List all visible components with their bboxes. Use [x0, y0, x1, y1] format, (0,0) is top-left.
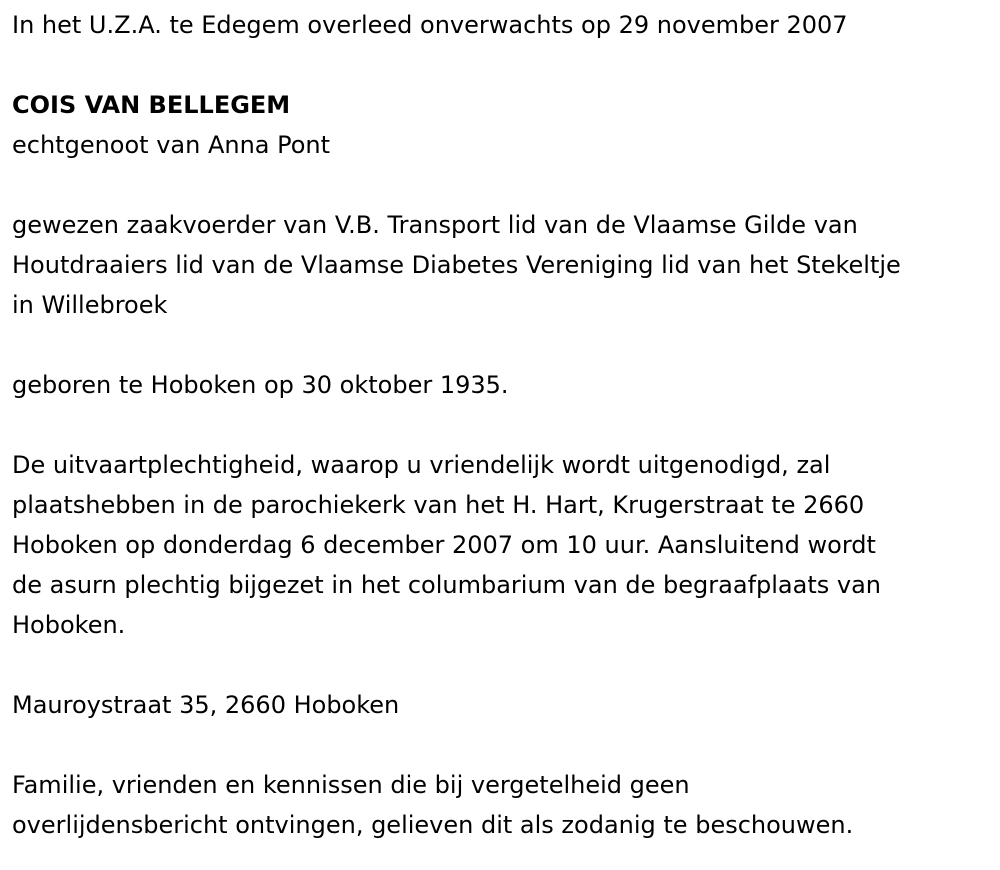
closing-line: overlijdensbericht ontvingen, gelieven dit als zodanig te beschouwen.	[12, 811, 854, 839]
funeral-paragraph	[12, 445, 980, 645]
deceased-name: COIS VAN BELLEGEM	[12, 91, 291, 119]
spouse-text: echtgenoot van Anna Pont	[12, 131, 331, 159]
intro-text: In het U.Z.A. te Edegem overleed onverwachts op 29 november 2007	[12, 11, 848, 39]
occupation-paragraph	[12, 205, 980, 325]
occupation-line: Houtdraaiers lid van de Vlaamse Diabetes Vereniging lid van het Stekeltje	[12, 251, 901, 279]
intro-paragraph	[12, 5, 980, 45]
funeral-line: plaatshebben in de parochiekerk van het H. Hart, Krugerstraat te 2660	[12, 491, 865, 519]
occupation-line: in Willebroek	[12, 291, 168, 319]
occupation-line: gewezen zaakvoerder van V.B. Transport lid van de Vlaamse Gilde van	[12, 211, 858, 239]
address-paragraph	[12, 685, 980, 725]
funeral-line: De uitvaartplechtigheid, waarop u vriendelijk wordt uitgenodigd, zal	[12, 451, 831, 479]
address-text: Mauroystraat 35, 2660 Hoboken	[12, 691, 400, 719]
closing-line: Familie, vrienden en kennissen die bij vergetelheid geen	[12, 771, 690, 799]
birth-text: geboren te Hoboken op 30 oktober 1935.	[12, 371, 509, 399]
closing-paragraph	[12, 765, 980, 845]
birth-paragraph	[12, 365, 980, 405]
funeral-line: de asurn plechtig bijgezet in het columbarium van de begraafplaats van	[12, 571, 882, 599]
funeral-line: Hoboken.	[12, 611, 126, 639]
funeral-line: Hoboken op donderdag 6 december 2007 om 10 uur. Aansluitend wordt	[12, 531, 876, 559]
name-block	[12, 85, 980, 165]
